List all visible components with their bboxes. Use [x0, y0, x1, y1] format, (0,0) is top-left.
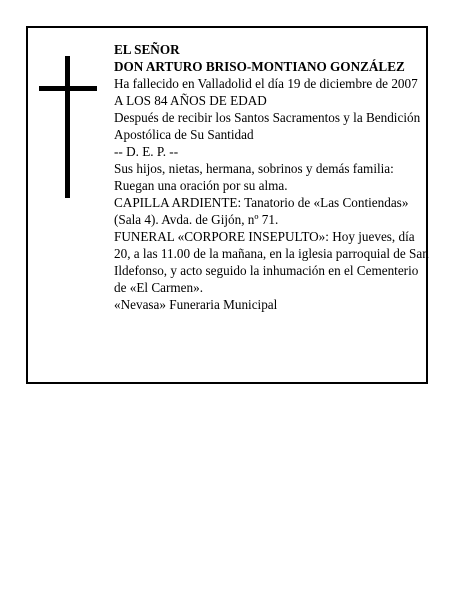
cross-horizontal-bar — [39, 86, 97, 91]
age-line: A LOS 84 AÑOS DE EDAD — [114, 93, 267, 108]
funeral-home-line: «Nevasa» Funeraria Municipal — [114, 297, 278, 312]
funeral-line: FUNERAL «CORPORE INSEPULTO»: Hoy jueves, día 20, a las 11.00 de la mañana, en la iglesia parroquial de San Ildefonso, y acto seguido la inhumación en el Cementerio de «El Carmen». — [114, 229, 429, 295]
chapel-line: CAPILLA ARDIENTE: Tanatorio de «Las Contiendas» (Sala 4). Avda. de Gijón, nº 71. — [114, 195, 409, 227]
rip-line: -- D. E. P. -- — [114, 144, 179, 159]
notice-text — [114, 41, 432, 313]
notice-title: EL SEÑOR — [114, 42, 180, 57]
cross-vertical-bar — [65, 56, 70, 198]
sacraments-line: Después de recibir los Santos Sacramentos y la Bendición Apostólica de Su Santidad — [114, 110, 421, 142]
family-line: Sus hijos, nietas, hermana, sobrinos y demás familia: Ruegan una oración por su alma. — [114, 161, 394, 193]
obituary-notice — [26, 26, 428, 384]
death-info: Ha fallecido en Valladolid el día 19 de diciembre de 2007 — [114, 76, 418, 91]
deceased-name: DON ARTURO BRISO-MONTIANO GONZÁLEZ — [114, 59, 405, 74]
